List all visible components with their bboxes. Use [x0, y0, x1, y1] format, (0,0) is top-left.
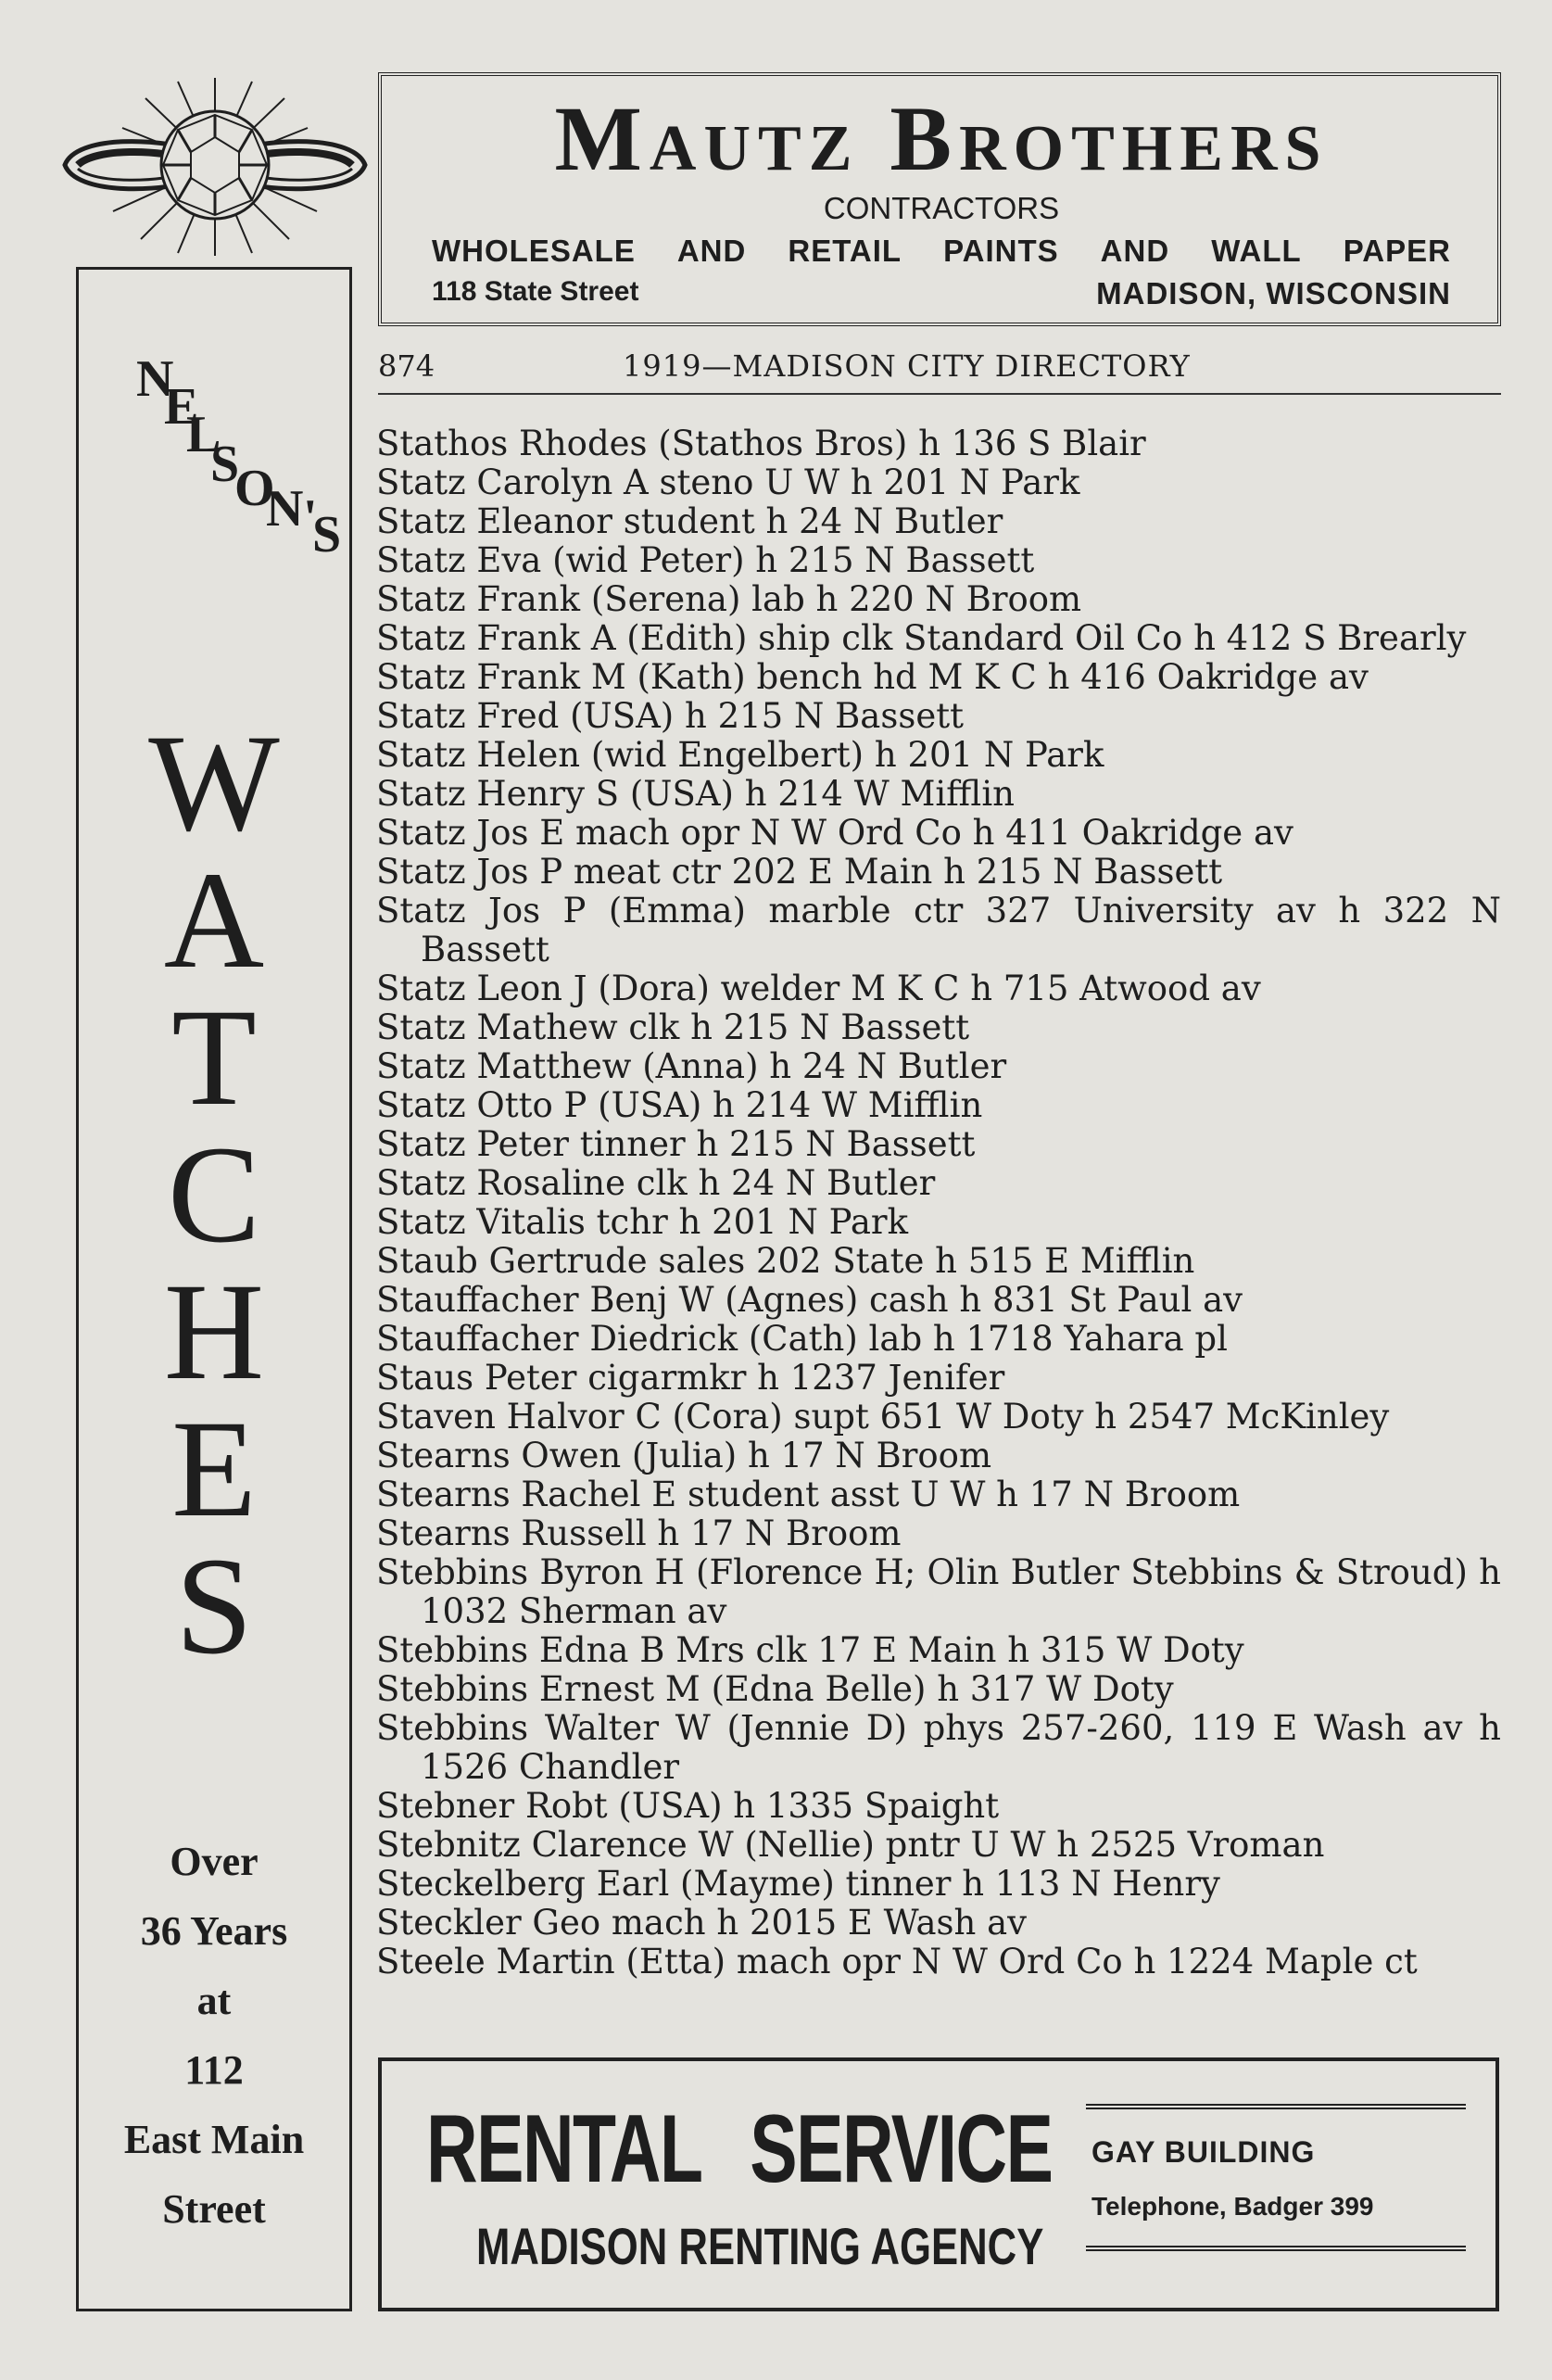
- directory-entry: Statz Matthew (Anna) h 24 N Butler: [376, 1046, 1007, 1086]
- years-tagline: [79, 1827, 349, 2244]
- rental-service-ad: [378, 2057, 1499, 2311]
- ad-word: AND: [1100, 234, 1170, 268]
- directory-entry: Stebbins Edna B Mrs clk 17 E Main h 315 W Doty: [376, 1630, 1244, 1670]
- watches-letter: H: [163, 1255, 265, 1409]
- watches-letter: S: [175, 1529, 253, 1683]
- divider: [1086, 2104, 1466, 2109]
- page-header: [378, 345, 1501, 395]
- page-number: 874: [378, 348, 435, 384]
- directory-entry: Stebbins Walter W (Jennie D) phys 257-260, 119 E Wash av h 1526 Chandler: [376, 1708, 1501, 1787]
- directory-entry: Steckelberg Earl (Mayme) tinner h 113 N Henry: [376, 1864, 1220, 1904]
- brand-letter: S: [210, 436, 240, 493]
- brand-letter: N: [266, 480, 304, 538]
- ad-word: AND: [676, 234, 747, 268]
- directory-entry: Statz Frank (Serena) lab h 220 N Broom: [376, 579, 1082, 619]
- directory-entry: Stauffacher Diedrick (Cath) lab h 1718 Yahara pl: [376, 1319, 1228, 1359]
- ad-tagline: [432, 234, 1451, 269]
- directory-entry: Statz Jos P meat ctr 202 E Main h 215 N Bassett: [376, 852, 1223, 892]
- directory-entry: Statz Jos E mach opr N W Ord Co h 411 Oakridge av: [376, 813, 1293, 853]
- directory-entry: Stearns Owen (Julia) h 17 N Broom: [376, 1436, 992, 1475]
- watches-letter: W: [148, 706, 280, 860]
- building-info: [1086, 2104, 1466, 2285]
- directory-entry: Staub Gertrude sales 202 State h 515 E Mifflin: [376, 1241, 1195, 1281]
- building-name: GAY BUILDING: [1091, 2135, 1316, 2169]
- tagline-line: 112: [184, 2047, 244, 2093]
- tagline-line: Street: [162, 2186, 266, 2232]
- directory-entry: Statz Otto P (USA) h 214 W Mifflin: [376, 1085, 983, 1125]
- brand-letter: S: [312, 506, 342, 563]
- brand-letter: O: [234, 460, 275, 517]
- directory-entry: Statz Fred (USA) h 215 N Bassett: [376, 696, 964, 736]
- directory-entry: Statz Leon J (Dora) welder M K C h 715 Atwood av: [376, 968, 1261, 1008]
- brand-letter: N: [136, 350, 174, 408]
- nelsons-watches-ad: [76, 267, 352, 2311]
- directory-entry: Staven Halvor C (Cora) supt 651 W Doty h 2547 McKinley: [376, 1397, 1390, 1437]
- directory-entry: Statz Frank A (Edith) ship clk Standard Oil Co h 412 S Brearly: [376, 618, 1467, 658]
- watches-letter: T: [171, 981, 257, 1134]
- diamond-ring-logo: [57, 72, 372, 258]
- telephone: Telephone, Badger 399: [1091, 2192, 1374, 2221]
- directory-entry: Stebnitz Clarence W (Nellie) pntr U W h 2525 Vroman: [376, 1825, 1325, 1865]
- directory-entry: Statz Rosaline clk h 24 N Butler: [376, 1163, 936, 1203]
- directory-entry: Statz Frank M (Kath) bench hd M K C h 416 Oakridge av: [376, 657, 1369, 697]
- divider: [1086, 2246, 1466, 2251]
- watches-letter: E: [171, 1392, 257, 1546]
- directory-entry: Staus Peter cigarmkr h 1237 Jenifer: [376, 1358, 1005, 1398]
- ad-word: PAPER: [1343, 234, 1451, 268]
- tagline-line: 36 Years: [140, 1908, 288, 1954]
- directory-entry: Stauffacher Benj W (Agnes) cash h 831 St Paul av: [376, 1280, 1243, 1320]
- tagline-line: East Main: [123, 2117, 305, 2162]
- directory-entry: Statz Helen (wid Engelbert) h 201 N Park: [376, 735, 1104, 775]
- brand-letter: L: [186, 406, 221, 463]
- directory-entry: Statz Eva (wid Peter) h 215 N Bassett: [376, 540, 1035, 580]
- directory-entry: Stebner Robt (USA) h 1335 Spaight: [376, 1786, 1000, 1826]
- ad-word: RETAIL: [788, 234, 902, 268]
- directory-entry: Stebbins Byron H (Florence H; Olin Butler Stebbins & Stroud) h 1032 Sherman av: [376, 1552, 1501, 1631]
- mautz-brothers-ad: [378, 72, 1501, 326]
- ad-word: PAINTS: [943, 234, 1059, 268]
- directory-entry: Steele Martin (Etta) mach opr N W Ord Co h 1224 Maple ct: [376, 1942, 1418, 1981]
- ad-subtitle: CONTRACTORS: [823, 191, 1060, 225]
- ad-title: Mautz Brothers: [554, 87, 1329, 190]
- directory-entry: Statz Vitalis tchr h 201 N Park: [376, 1202, 909, 1242]
- ad-city: MADISON, WISCONSIN: [1096, 276, 1451, 310]
- nelsons-brand: [107, 350, 342, 576]
- tagline-line: Over: [170, 1839, 259, 1884]
- ad-address: 118 State Street: [432, 276, 639, 307]
- headline-word: SERVICE: [750, 2095, 1053, 2203]
- directory-entry: Statz Carolyn A steno U W h 201 N Park: [376, 462, 1080, 502]
- brand-letter: ': [303, 489, 318, 547]
- directory-entry: Stearns Rachel E student asst U W h 17 N Broom: [376, 1475, 1241, 1514]
- watches-vertical-text: [79, 706, 349, 1683]
- ad-word: WALL: [1211, 234, 1302, 268]
- ad-word: WHOLESALE: [432, 234, 636, 268]
- directory-entry: Statz Peter tinner h 215 N Bassett: [376, 1124, 976, 1164]
- rental-service-headline: [426, 2095, 1053, 2203]
- directory-entry: Statz Jos P (Emma) marble ctr 327 University av h 322 N Bassett: [376, 891, 1501, 969]
- directory-entry: Stebbins Ernest M (Edna Belle) h 317 W Doty: [376, 1669, 1174, 1709]
- directory-entry: Statz Henry S (USA) h 214 W Mifflin: [376, 774, 1015, 814]
- directory-entry: Steckler Geo mach h 2015 E Wash av: [376, 1903, 1028, 1943]
- ad-address-row: [432, 276, 1451, 311]
- brand-letter: E: [164, 378, 199, 436]
- watches-letter: A: [163, 843, 265, 997]
- directory-listings: [376, 424, 1501, 1981]
- directory-entry: Statz Eleanor student h 24 N Butler: [376, 501, 1003, 541]
- watches-letter: C: [167, 1118, 261, 1272]
- directory-entry: Stearns Russell h 17 N Broom: [376, 1513, 902, 1553]
- directory-entry: Stathos Rhodes (Stathos Bros) h 136 S Blair: [376, 424, 1146, 463]
- tagline-line: at: [196, 1978, 232, 2023]
- directory-entry: Statz Mathew clk h 215 N Bassett: [376, 1007, 970, 1047]
- headline-word: RENTAL: [426, 2095, 702, 2203]
- agency-name: MADISON RENTING AGENCY: [476, 2217, 1044, 2275]
- directory-title: 1919—MADISON CITY DIRECTORY: [623, 348, 1191, 384]
